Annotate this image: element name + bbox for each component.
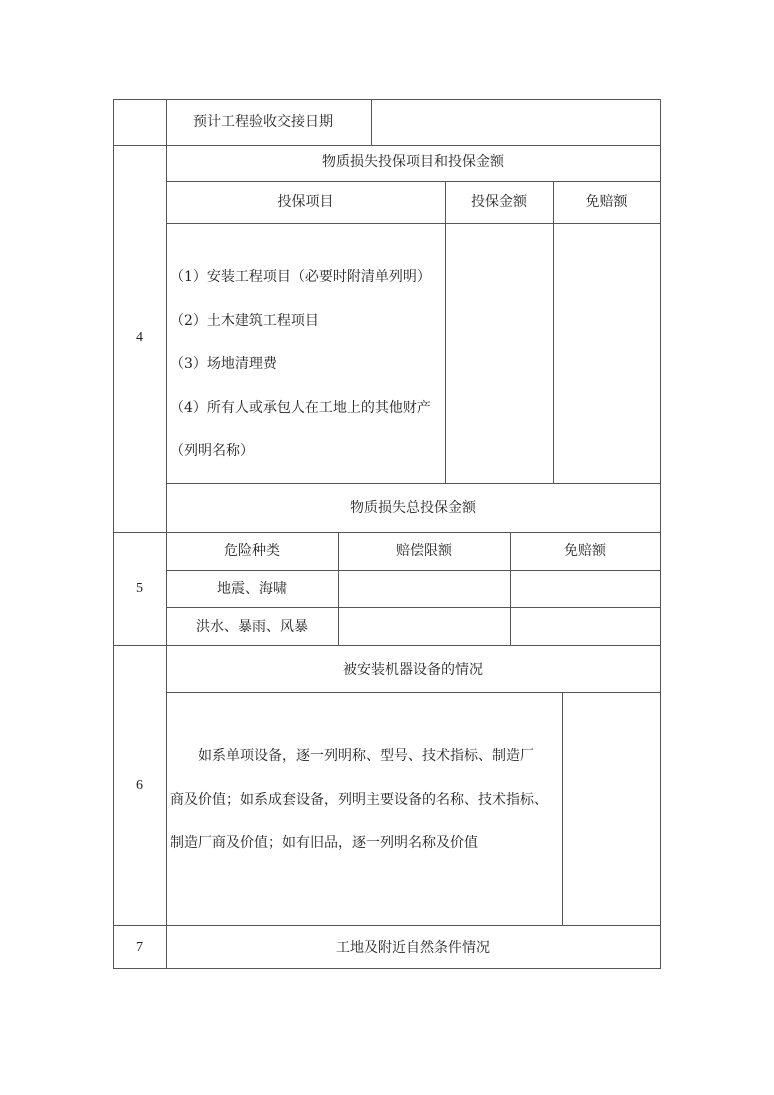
total-insured-amount-label: 物质损失总投保金额 <box>350 500 476 516</box>
insured-item-1: （1）安装工程项目（必要时附清单列明） <box>170 269 431 285</box>
risk-flood-storm: 洪水、暴雨、风暴 <box>196 619 308 635</box>
equipment-description-line-1: 如系单项设备，逐一列明称、型号、技术指标、制造厂 <box>198 748 534 764</box>
section-4-title-divider <box>166 181 660 182</box>
table-right-border <box>660 99 661 969</box>
section-4-title: 物质损失投保项目和投保金额 <box>322 154 504 170</box>
section-7-title: 工地及附近自然条件情况 <box>336 940 490 956</box>
risk-earthquake-tsunami: 地震、海啸 <box>217 581 287 597</box>
header-risk-type: 危险种类 <box>224 543 280 559</box>
section-4-total-divider <box>166 483 660 484</box>
row-divider-2 <box>113 532 661 533</box>
handover-divider <box>371 99 372 145</box>
insured-item-2: （2）土木建筑工程项目 <box>170 313 319 329</box>
table-top-border <box>113 99 661 100</box>
handover-date-label: 预计工程验收交接日期 <box>193 114 333 130</box>
insured-item-amount-divider <box>445 181 446 483</box>
insured-item-3: （3）场地清理费 <box>170 356 277 372</box>
section-6-title: 被安装机器设备的情况 <box>343 662 483 678</box>
row-divider-3 <box>113 645 661 646</box>
section-5-number: 5 <box>136 581 143 596</box>
row-divider-1 <box>113 145 661 146</box>
header-insured-amount: 投保金额 <box>471 194 527 210</box>
section-4-header-divider <box>166 223 660 224</box>
section-5-row-divider <box>166 607 660 608</box>
section-7-number: 7 <box>136 940 143 955</box>
row-divider-4 <box>113 925 661 926</box>
section-4-number: 4 <box>136 330 143 345</box>
table-bottom-border <box>113 968 661 969</box>
insured-item-4-note: （列明名称） <box>170 443 254 459</box>
handover-date-value[interactable] <box>380 112 650 132</box>
header-insured-item: 投保项目 <box>277 194 334 210</box>
insured-item-4: （4）所有人或承包人在工地上的其他财产 <box>170 400 431 416</box>
section-6-title-divider <box>166 692 660 693</box>
number-column-divider <box>166 99 167 969</box>
header-compensation-limit: 赔偿限额 <box>396 543 452 559</box>
section-6-number: 6 <box>136 778 143 793</box>
section-6-inner-divider <box>562 692 563 925</box>
header-deductible: 免赔额 <box>585 194 628 210</box>
equipment-description-line-2: 商及价值；如系成套设备，列明主要设备的名称、技术指标、 <box>170 792 548 808</box>
amount-deductible-divider <box>553 181 554 483</box>
equipment-description-line-3: 制造厂商及价值；如有旧品，逐一列明名称及价值 <box>170 835 478 851</box>
header-deductible-5: 免赔额 <box>564 543 606 559</box>
table-left-border <box>113 99 114 969</box>
section-5-header-divider <box>166 570 660 571</box>
